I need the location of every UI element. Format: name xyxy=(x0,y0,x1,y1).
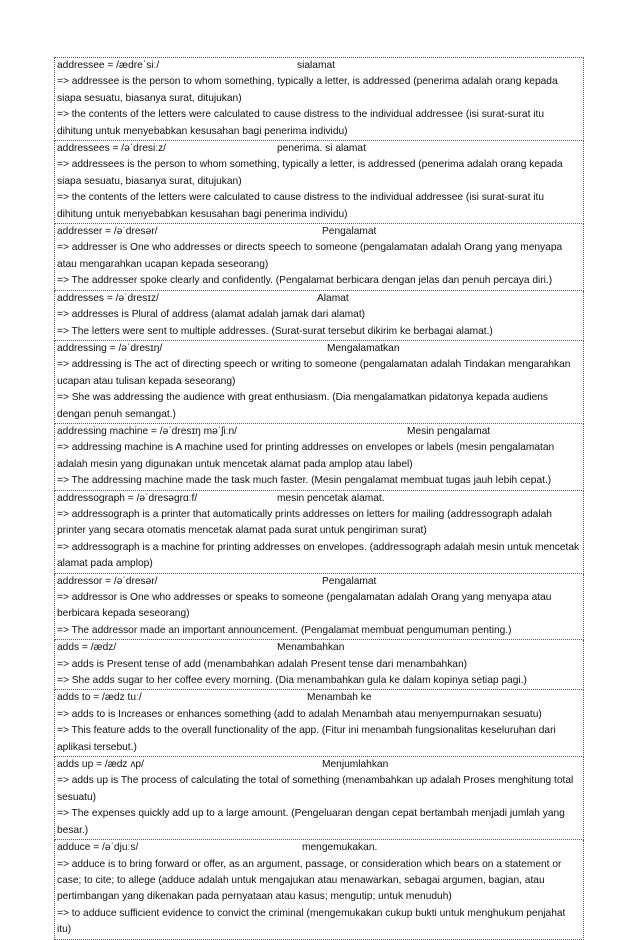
entry-example-line: => addressograph is a printer that automatically prints addresses on letters for mailing (addressograph adalah printer yang secara otomatis mencetak alamat pada surat untuk pengiriman surat) xyxy=(57,508,552,537)
entry-term: addressograph = /əˈdresəgrɑːf/ xyxy=(57,492,198,504)
entry-example-line: => The letters were sent to multiple addresses. (Surat-surat tersebut dikirim ke berbagai alamat.) xyxy=(57,325,493,337)
entry-term: addressing = /əˈdresɪŋ/ xyxy=(57,342,163,354)
entry-headline xyxy=(57,640,581,656)
entry-translation: mesin pencetak alamat. xyxy=(277,492,385,504)
entry-example-line: => addressing machine is A machine used for printing addresses on envelopes or labels (mesin pengalamatan adalah mesin yang digunakan untuk mencetak alamat pada amplop atau label) xyxy=(57,442,555,470)
entry-example-line: => addressee is the person to whom something, typically a letter, is addressed (penerima adalah orang kepada siapa sesuatu, biasanya surat, ditujukan) xyxy=(57,76,558,104)
entry-example-line: => adds is Present tense of add (menambahkan adalah Present tense dari menambahkan) xyxy=(57,658,468,670)
entry-headline xyxy=(57,757,581,773)
entry-translation: Menambahkan xyxy=(277,642,345,654)
entry-translation: Menambah ke xyxy=(307,692,372,704)
entry-translation: Mengalamatkan xyxy=(327,342,400,354)
dictionary-entry xyxy=(54,341,584,424)
entry-translation: penerima. si alamat xyxy=(277,143,366,155)
entry-example-line: => addressees is the person to whom something, typically a letter, is addressed (penerima adalah orang kepada siapa sesuatu, biasanya surat, ditujukan) xyxy=(57,159,563,187)
entry-example-line: => adduce is to bring forward or offer, as an argument, passage, or consideration which bears on a statement or case; to cite; to allege (adduce adalah untuk mengajukan atau menawarkan, sebagai argumen, bagian, atau pertimbangan yang dikenakan pada pernyataan atau kasus; mengutip; untuk menuduh) xyxy=(57,858,562,903)
entry-headline xyxy=(57,141,581,157)
entry-headline xyxy=(57,840,581,856)
entry-headline xyxy=(57,491,581,507)
entry-example-line: => to adduce sufficient evidence to convict the criminal (mengemukakan cukup bukti untuk menghukum penjahat itu) xyxy=(57,907,566,936)
entry-headline xyxy=(57,424,581,440)
entry-example-line: => addressing is The act of directing speech or writing to someone (pengalamatan adalah Tindakan mengarahkan ucapan atau tulisan kepada seseorang) xyxy=(57,359,571,387)
entry-example-line: => The expenses quickly add up to a large amount. (Pengeluaran dengan cepat bertambah menjadi jumlah yang besar.) xyxy=(57,808,565,836)
entry-term: adds = /ædz/ xyxy=(57,642,117,654)
dictionary-entry xyxy=(54,291,584,341)
entry-example-line: => addressor is One who addresses or speaks to someone (pengalamatan adalah Orang yang menyapa atau berbicara kepada seseorang) xyxy=(57,592,552,620)
dictionary-entry xyxy=(54,757,584,840)
entry-translation: sialamat xyxy=(297,60,335,71)
dictionary-entry xyxy=(54,141,584,224)
entry-example-line: => addressograph is a machine for printing addresses on envelopes. (addressograph adalah mesin untuk mencetak alamat pada amplop) xyxy=(57,541,580,570)
entry-translation: mengemukakan. xyxy=(302,842,378,854)
entry-translation: Pengalamat xyxy=(322,575,377,587)
entry-headline xyxy=(57,690,581,706)
entry-term: addresses = /əˈdresɪz/ xyxy=(57,292,159,304)
entry-example-line: => This feature adds to the overall functionality of the app. (Fitur ini menambah fungsionalitas keseluruhan dari aplikasi tersebut.) xyxy=(57,725,556,753)
entry-headline xyxy=(57,574,581,590)
entry-term: addressee = /ædreˈsiː/ xyxy=(57,60,160,71)
entry-term: addressor = /əˈdresər/ xyxy=(57,575,158,587)
entry-translation: Pengalamat xyxy=(322,226,377,238)
vocabulary-list xyxy=(54,57,584,940)
dictionary-entry xyxy=(54,574,584,641)
entry-translation: Alamat xyxy=(317,292,349,304)
dictionary-entry xyxy=(54,690,584,757)
entry-headline xyxy=(57,224,581,240)
dictionary-entry xyxy=(54,224,584,291)
entry-term: adduce = /əˈdjuːs/ xyxy=(57,842,139,854)
entry-translation: Mesin pengalamat xyxy=(407,425,491,437)
entry-headline xyxy=(57,291,581,307)
dictionary-entry xyxy=(54,840,584,939)
entry-example-line: => She adds sugar to her coffee every morning. (Dia menambahkan gula ke dalam kopinya setiap pagi.) xyxy=(57,675,527,687)
entry-term: adds up = /ædz ʌp/ xyxy=(57,759,144,771)
entry-translation: Menjumlahkan xyxy=(322,759,389,771)
entry-example-line: => the contents of the letters were calculated to cause distress to the individual addressee (isi surat-surat itu dihitung untuk menyebabkan kesusahan bagi penerima individu) xyxy=(57,192,544,220)
entry-example-line: => addresser is One who addresses or directs speech to someone (pengalamatan adalah Orang yang menyapa atau mengarahkan ucapan kepada seseorang) xyxy=(57,242,563,270)
entry-example-line: => addresses is Plural of address (alamat adalah jamak dari alamat) xyxy=(57,309,366,321)
entry-headline xyxy=(57,58,581,74)
entry-example-line: => the contents of the letters were calculated to cause distress to the individual addressee (isi surat-surat itu dihitung untuk menyebabkan kesusahan bagi penerima individu) xyxy=(57,109,544,137)
dictionary-entry xyxy=(54,640,584,690)
entry-example-line: => She was addressing the audience with great enthusiasm. (Dia mengalamatkan pidatonya kepada audiens dengan penuh semangat.) xyxy=(57,392,549,420)
dictionary-entry xyxy=(54,491,584,574)
entry-example-line: => adds up is The process of calculating the total of something (menambahkan up adalah Proses menghitung total sesuatu) xyxy=(57,775,574,803)
dictionary-entry xyxy=(54,57,584,141)
entry-example-line: => adds to is Increases or enhances something (add to adalah Menambah atau menyempurnakan sesuatu) xyxy=(57,708,542,720)
entry-headline xyxy=(57,341,581,357)
entry-term: addressees = /əˈdresiːz/ xyxy=(57,143,167,155)
entry-term: addressing machine = /əˈdresɪŋ məˈʃiːn/ xyxy=(57,425,238,437)
entry-example-line: => The addressor made an important announcement. (Pengalamat membuat pengumuman penting.) xyxy=(57,624,512,636)
entry-term: addresser = /əˈdresər/ xyxy=(57,226,158,238)
dictionary-entry xyxy=(54,424,584,491)
entry-term: adds to = /ædz tuː/ xyxy=(57,692,142,704)
entry-example-line: => The addressing machine made the task much faster. (Mesin pengalamat membuat tugas jauh lebih cepat.) xyxy=(57,475,552,487)
entry-example-line: => The addresser spoke clearly and confidently. (Pengalamat berbicara dengan jelas dan penuh percaya diri.) xyxy=(57,275,553,287)
